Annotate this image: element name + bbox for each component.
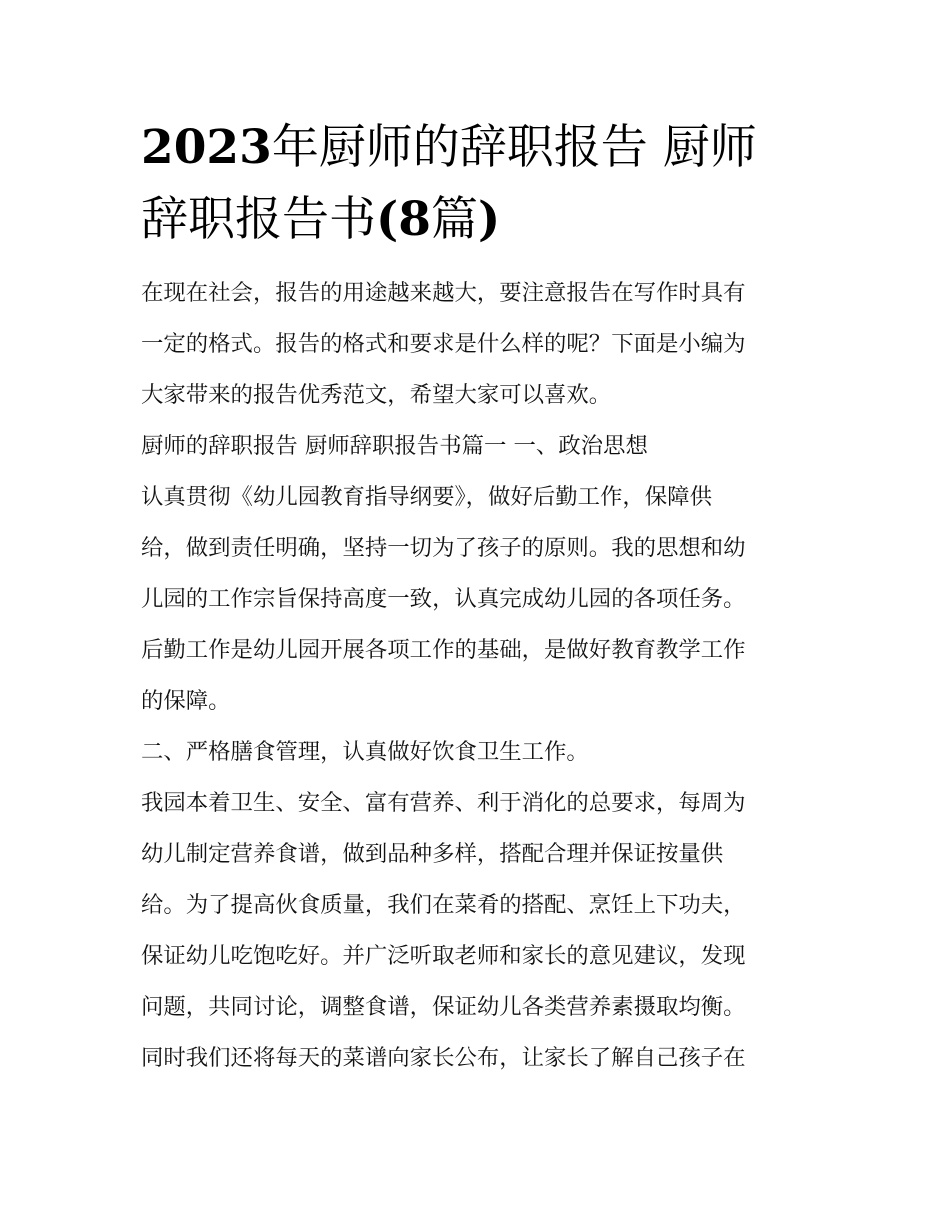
title-year: 2023 [141, 120, 272, 175]
body-line-8: 后勤工作是幼儿园开展各项工作的基础，是做好教育教学工作 [141, 637, 746, 663]
body-line-4: 厨师的辞职报告 厨师辞职报告书篇一 一、政治思想 [141, 433, 648, 459]
body-line-10: 二、严格膳食管理，认真做好饮食卫生工作。 [141, 739, 589, 765]
title-text-2: 辞职报告书 [141, 192, 376, 247]
document-body [141, 268, 813, 1084]
title-count-unit: 篇 [430, 192, 478, 247]
body-line-16: 同时我们还将每天的菜谱向家长公布，让家长了解自己孩子在 [141, 1045, 746, 1071]
body-line-9: 的保障。 [141, 688, 231, 714]
body-line-3: 大家带来的报告优秀范文，希望大家可以喜欢。 [141, 382, 612, 408]
title-line-2 [141, 184, 813, 256]
body-line-5: 认真贯彻《幼儿园教育指导纲要》，做好后勤工作，保障供 [141, 484, 712, 510]
body-line-15: 问题，共同讨论，调整食谱，保证幼儿各类营养素摄取均衡。 [141, 994, 746, 1020]
title-line-1 [141, 112, 813, 184]
body-line-6: 给，做到责任明确，坚持一切为了孩子的原则。我的思想和幼 [141, 535, 746, 561]
document-content [141, 112, 813, 1084]
body-line-1: 在现在社会，报告的用途越来越大，要注意报告在写作时具有 [141, 280, 746, 306]
body-line-13: 给。为了提高伙食质量，我们在菜肴的搭配、烹饪上下功夫， [141, 892, 746, 918]
title-text-1: 年厨师的辞职报告 厨师 [271, 120, 757, 175]
body-line-12: 幼儿制定营养食谱，做到品种多样，搭配合理并保证按量供 [141, 841, 724, 867]
body-line-14: 保证幼儿吃饱吃好。并广泛听取老师和家长的意见建议，发现 [141, 943, 746, 969]
title-count-open: (8 [376, 192, 431, 247]
title-count-close: ) [477, 192, 501, 247]
body-line-11: 我园本着卫生、安全、富有营养、利于消化的总要求，每周为 [141, 790, 746, 816]
document-title [141, 112, 813, 256]
body-line-2: 一定的格式。报告的格式和要求是什么样的呢？下面是小编为 [141, 331, 746, 357]
body-line-7: 儿园的工作宗旨保持高度一致，认真完成幼儿园的各项任务。 [141, 586, 746, 612]
